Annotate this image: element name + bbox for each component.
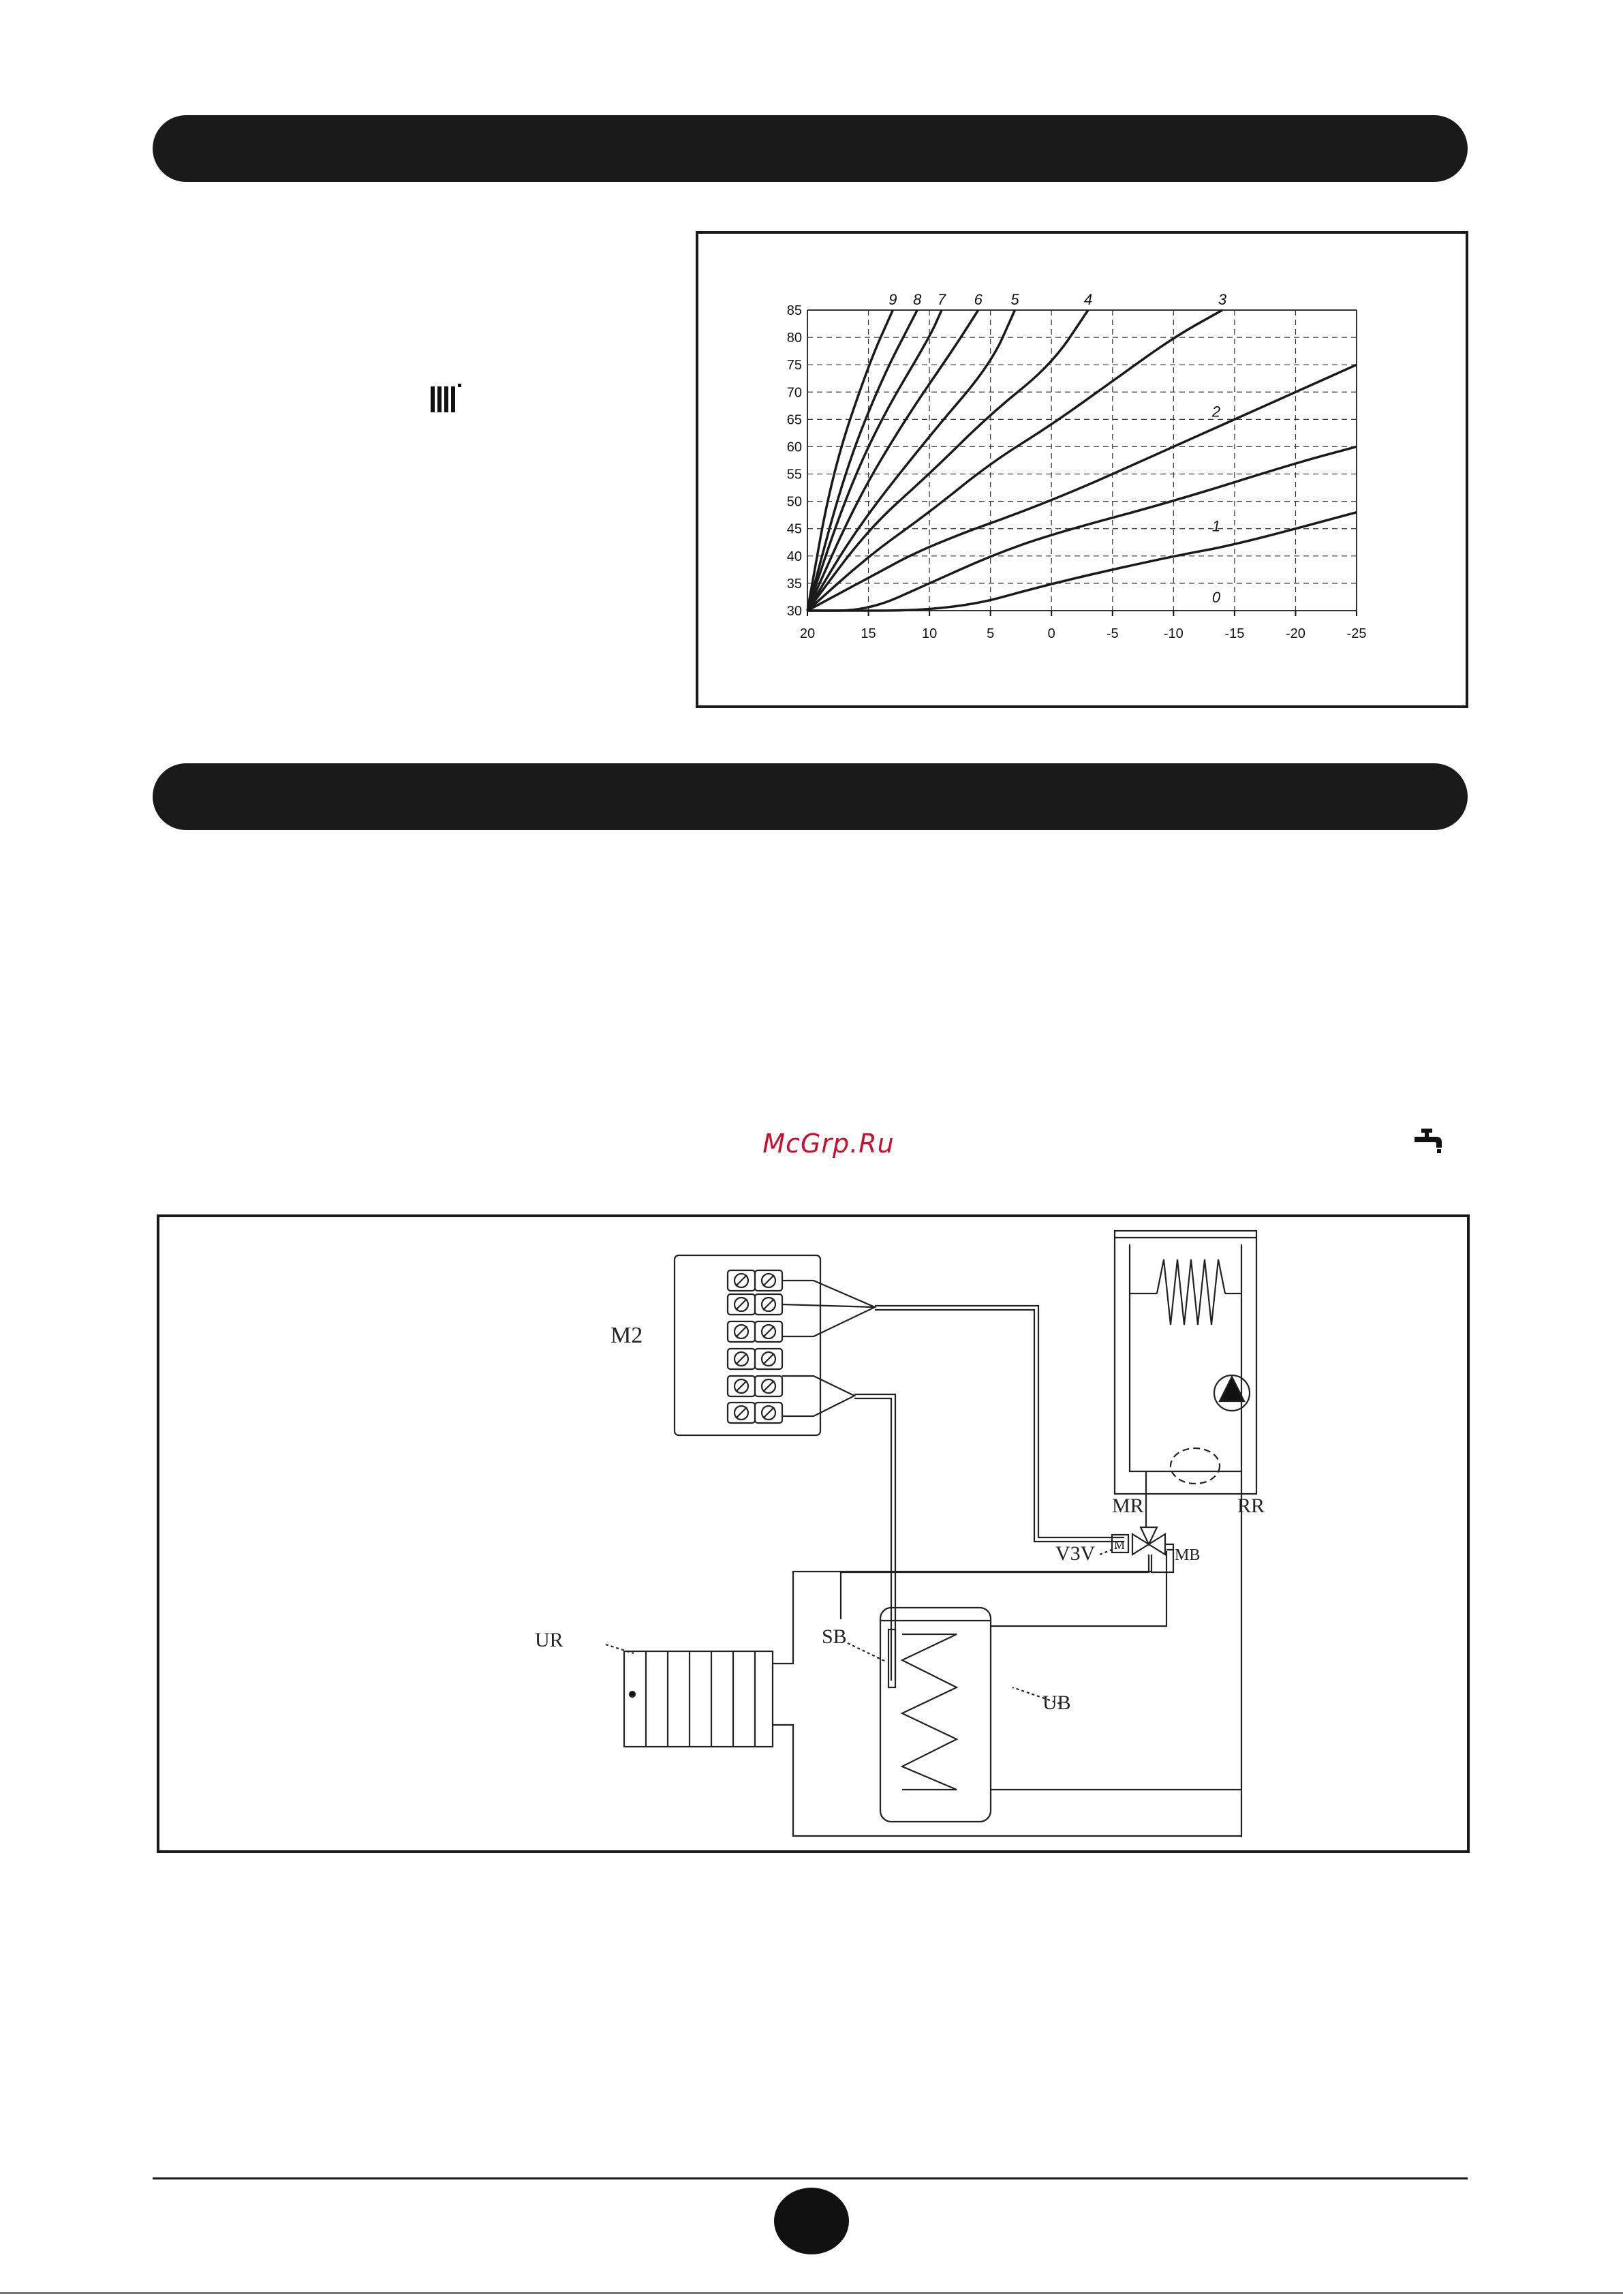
bottom-edge-rule xyxy=(0,2292,1623,2294)
x-tick-label: -25 xyxy=(1346,626,1367,641)
x-tick-label: 0 xyxy=(1047,626,1055,641)
y-tick-label: 35 xyxy=(786,576,802,592)
y-tick-label: 30 xyxy=(786,604,802,619)
curve-label-4: 4 xyxy=(1083,291,1093,308)
curve-label-3: 3 xyxy=(1218,291,1227,308)
y-tick-label: 80 xyxy=(786,331,802,346)
y-tick-label: 65 xyxy=(786,412,802,428)
label-terminal-block: M2 xyxy=(610,1323,643,1348)
curve-line-1 xyxy=(807,446,1357,611)
x-tick-label: 15 xyxy=(861,626,876,641)
label-three-way-valve: V3V xyxy=(1055,1542,1096,1565)
label-valve-motor: M xyxy=(1114,1538,1126,1552)
curve-label-7: 7 xyxy=(937,291,946,308)
curve-label-8: 8 xyxy=(913,291,922,308)
x-tick-label: 5 xyxy=(987,626,995,641)
x-tick-label: -10 xyxy=(1163,626,1184,641)
x-tick-label: -15 xyxy=(1224,626,1245,641)
x-tick-label: 20 xyxy=(799,626,816,641)
curve-label-2: 2 xyxy=(1211,403,1221,420)
y-tick-label: 50 xyxy=(786,494,802,510)
section-header-bar-2 xyxy=(153,763,1468,830)
y-tick-label: 40 xyxy=(786,549,802,564)
terminal-screws xyxy=(728,1270,782,1423)
section-header-bar-1 xyxy=(153,115,1468,182)
connection-diagram-frame xyxy=(157,1214,1470,1853)
y-tick-label: 75 xyxy=(786,358,802,373)
footer-rule xyxy=(153,2177,1468,2179)
x-tick-label: -20 xyxy=(1285,626,1305,641)
label-boiler-return: MR xyxy=(1112,1495,1144,1517)
y-tick-label: 70 xyxy=(786,385,802,401)
radiator-icon xyxy=(429,382,463,420)
page-number-badge xyxy=(774,2188,849,2254)
y-tick-label: 85 xyxy=(786,303,802,318)
label-heating-return: RR xyxy=(1237,1495,1265,1517)
curve-label-1: 1 xyxy=(1211,517,1221,535)
y-tick-label: 55 xyxy=(786,467,802,483)
watermark-text: McGrp.Ru xyxy=(762,1129,895,1159)
x-tick-label: 10 xyxy=(921,626,938,641)
tap-icon xyxy=(1412,1127,1444,1158)
x-tick-label: -5 xyxy=(1106,626,1119,641)
label-boiler-sensor: SB xyxy=(822,1625,847,1648)
boiler-appliance xyxy=(1115,1231,1256,1494)
curve-label-9: 9 xyxy=(888,291,897,308)
heating-curve-chart-frame xyxy=(696,231,1468,708)
curve-label-6: 6 xyxy=(974,291,983,308)
y-tick-label: 45 xyxy=(786,521,802,537)
label-boiler-unit: UB xyxy=(1042,1692,1071,1714)
heating-curve-chart xyxy=(698,234,1466,705)
curve-label-0: 0 xyxy=(1211,588,1221,606)
label-boiler-flow: MB xyxy=(1175,1546,1201,1564)
curve-label-5: 5 xyxy=(1010,291,1019,308)
curve-line-3 xyxy=(807,310,1222,611)
connection-diagram xyxy=(159,1217,1467,1850)
y-tick-label: 60 xyxy=(786,440,802,455)
label-radiator-unit: UR xyxy=(535,1629,563,1651)
